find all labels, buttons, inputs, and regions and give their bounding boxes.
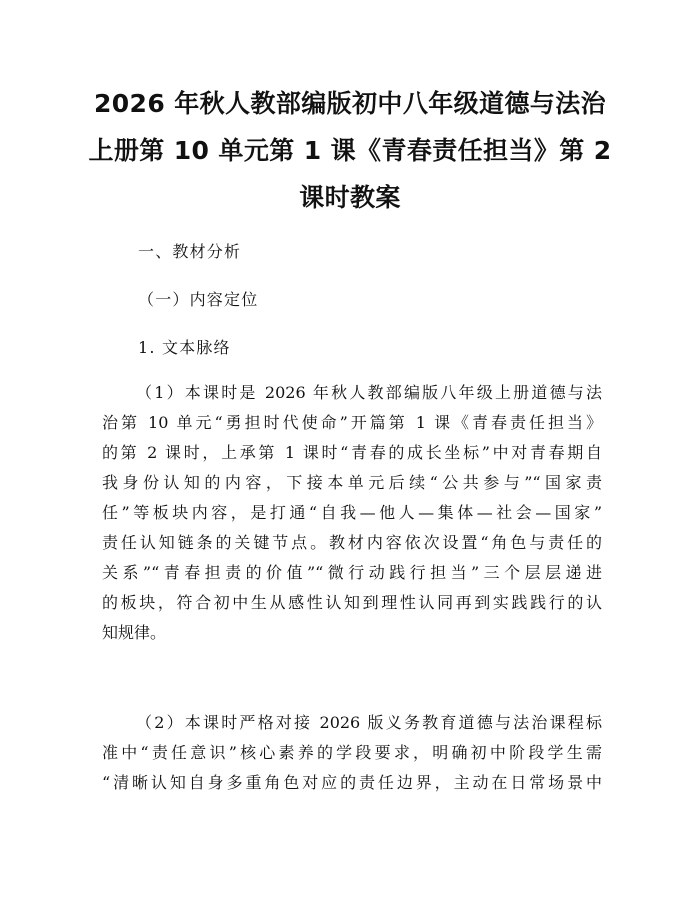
document-title xyxy=(88,80,612,221)
paragraph-line: 责任认知链条的关键节点。教材内容依次设置“角色与责任的 xyxy=(102,533,602,552)
paragraph-line: （2）本课时严格对接 2026 版义务教育道德与法治课程标 xyxy=(136,713,602,732)
item-heading-text-context: 1. 文本脉络 xyxy=(138,338,231,357)
paragraph-line: 的板块，符合初中生从感性认知到理性认同再到实践践行的认 xyxy=(102,593,602,612)
paragraph-1 xyxy=(102,378,602,648)
paragraph-line: 治第 10 单元“勇担时代使命”开篇第 1 课《青春责任担当》 xyxy=(102,413,602,432)
title-line: 2026 年秋人教部编版初中八年级道德与法治 xyxy=(93,89,607,118)
paragraph-line: 关系”“青春担责的价值”“微行动践行担当”三个层层递进 xyxy=(102,563,602,582)
paragraph-2 xyxy=(102,708,602,798)
title-line: 课时教案 xyxy=(299,183,401,212)
paragraph-line: “清晰认知自身多重角色对应的责任边界，主动在日常场景中 xyxy=(102,773,602,792)
paragraph-line: 的第 2 课时，上承第 1 课时“青春的成长坐标”中对青春期自 xyxy=(102,443,602,462)
title-line: 上册第 10 单元第 1 课《青春责任担当》第 2 xyxy=(88,136,612,165)
paragraph-line: 准中“责任意识”核心素养的学段要求，明确初中阶段学生需 xyxy=(102,743,602,762)
paragraph-line: （1）本课时是 2026 年秋人教部编版八年级上册道德与法 xyxy=(136,383,602,402)
subsection-heading-content-positioning: （一）内容定位 xyxy=(138,290,259,309)
paragraph-line: 我身份认知的内容，下接本单元后续“公共参与”“国家责 xyxy=(102,473,602,492)
section-heading-teaching-material-analysis: 一、教材分析 xyxy=(138,242,242,261)
paragraph-line: 知规律。 xyxy=(102,623,167,642)
paragraph-line: 任”等板块内容，是打通“自我—他人—集体—社会—国家” xyxy=(102,503,602,522)
